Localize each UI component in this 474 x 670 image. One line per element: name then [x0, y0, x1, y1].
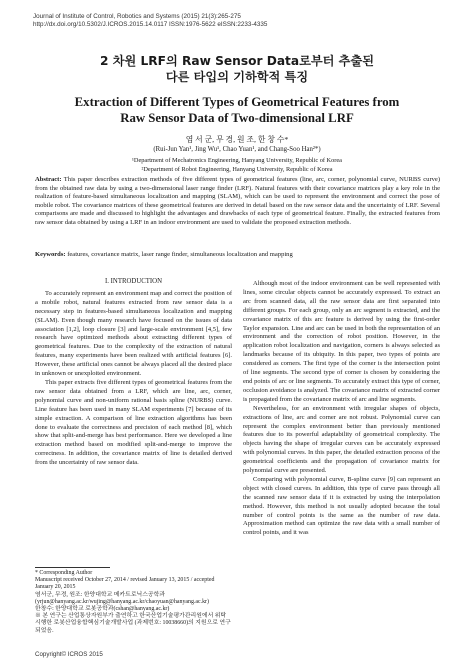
right-paragraph-2: Nevertheless, for an environment with irregular shapes of objects, extractions of line, arc and corner are not robust. Polynomial curve can represent the complex environment better than previously mentioned features due to its powerful adaptability of geometrical complexity. The objects having the shape of irregular curves can be accurately expressed with polynomial curves. In this paper, the detailed extraction process of the geometrical coefficients and the propagation of covariance matrix for polynomial curve are presented.: [243, 404, 440, 475]
korean-title-line-2: 다른 타입의 기하학적 특징: [165, 70, 309, 84]
affiliation-1: ¹Department of Mechatronics Engineering, Hanyang University, Republic of Korea: [132, 157, 342, 164]
journal-citation: Journal of Institute of Control, Robotics and Systems (2015) 21(3):265-275: [33, 13, 241, 20]
keywords-label: Keywords:: [35, 251, 66, 258]
journal-header: [33, 13, 267, 29]
abstract: [35, 176, 440, 227]
abstract-label: Abstract:: [35, 176, 62, 183]
abstract-text: This paper describes extraction methods of five different types of geometrical features (line, arc, corner, polynomial curve, NURBS curve) from the obtained raw data by using a two-dimensional laser range finder (LRF). Natural features with their covariance matrices play a key role in the realization of feature-based simultaneous localization and mapping (SLAM), which can be used to represent the environment and correct the pose of mobile robot. The covariance matrices of these geometrical features are derived in detail based on the raw sensor data and the uncertainty of LRF. Several comparisons are made and discussed to highlight the advantages and drawbacks of each type of geometrical feature. Finally, the extracted features from raw sensor data obtained by using a LRF in an indoor environment are used to validate the proposed extraction methods.: [35, 176, 440, 226]
footnote-rule: [35, 567, 110, 568]
section-heading-introduction: I. INTRODUCTION: [104, 278, 162, 285]
authors-korean: 염 서 군, 무 경, 원 조, 한 창 수*: [185, 135, 289, 144]
right-paragraph-3: Comparing with polynomial curve, B-spline curve [9] can represent an object with closed curves. In addition, this type of curve pass through all the scanned raw sensor data if it is extracted by using the interpolation method. However, this method is not usually adopted because the total number of control points is the same as the number of raw data. Approximation method can optimize the raw data with a small number of control points, and it was: [243, 475, 440, 537]
footnote-corresponding: * Corresponding Author: [35, 570, 93, 576]
footnote-manuscript-dates: Manuscript received October 27, 2014 / revised January 13, 2015 / accepted January 20, 2015: [35, 577, 215, 591]
keywords: [35, 251, 440, 260]
intro-paragraph-2: This paper extracts five different types of geometrical features from the raw sensor data obtained from a LRF, which are line, arc, corner, polynomial curve and non-uniform rational basis spline (NURBS) curve. Line feature has been used in many SLAM experiments [7] because of its simple extraction. A comparison of line extraction algorithms has been done to evaluate the correctness and precision of each method [8], which show that split-and-merge has best performance. Here we developed a line extraction method based on modified split-and-merge to improve the correctness. In addition, the covariance matrix of line is detailed derived from the uncertainty of raw sensor data.: [35, 378, 232, 467]
english-title-line-2: Raw Sensor Data of Two-dimensional LRF: [120, 111, 354, 125]
intro-paragraph-1: To accurately represent an environment map and correct the position of a mobile robot, natural features extracted from raw sensor data is a necessary step in features-based simultaneous localization and mapping (SLAM). Even though many research have focused on the issues of data association [1,2], loop closure [3] and large-scale environment [4,5], few research have optimized methods about extracting different types of geometrical features. Due to the complexity of the extraction of natural features, many experiments have been realized with artificial features [6]. However, these artificial ones cannot be always placed all the desired place in unknown or unexploited environment.: [35, 289, 232, 378]
english-title-line-1: Extraction of Different Types of Geometrical Features from: [74, 95, 400, 109]
right-column: [243, 280, 440, 644]
copyright: Copyright© ICROS 2015: [35, 651, 103, 658]
footnotes: [35, 570, 232, 635]
left-column: [35, 278, 232, 566]
doi-issn-line: http://dx.doi.org/10.5302/J.ICROS.2015.14.0117 ISSN:1976-5622 eISSN:2233-4335: [33, 21, 268, 28]
authors-english: (Rui-Jun Yan¹, Jing Wu¹, Chao Yuan¹, and Chang-Soo Han²*): [153, 146, 321, 153]
footnote-affiliation-ko-2: 한창수: 한양대학교 로봇공학과(cshan@hanyang.ac.kr): [35, 606, 170, 613]
right-paragraph-1: Although most of the indoor environment can be well represented with lines, some circular objects cannot be accurately expressed. To extract an arc from scanned data, all the raw sensor data are first separated into different groups. For each group, only an arc segment is extracted, and the covariance matrix of this arc feature is derived by using the first-order Taylor expansion. Line and arc can be used in both the representation of an environment and the correction of robot position. However, in the application robot localization and navigation, corners is always selected as landmarks because of its ubiquity. In this paper, two types of points are considered as corners. The first type of the corner is the intersection point of line segments. The second type of corner is chosen by considering the end points of arc or line segments. To accurately extract this type of corner, occlusion avoidance is analyzed. The covariance matrix of extracted corner is propagated from the covariance matrix of arc and line segments.: [243, 280, 440, 403]
affiliation-2: ²Department of Robot Engineering, Hanyang University, Republic of Korea: [141, 166, 333, 173]
korean-title-line-1: 2 차원 LRF의 Raw Sensor Data로부터 추출된: [100, 54, 374, 68]
keywords-text: features, covariance matrix, laser range finder, simultaneous localization and mapping: [67, 251, 293, 258]
footnote-emails: (yrjun@hanyang.ac.kr/wujing@hanyang.ac.kr/chaoyuan@hanyang.ac.kr): [35, 598, 209, 605]
footnote-funding: ※ 본 연구는 산업통상자원부가 출연하고 한국산업기술평가관리원에서 위탁 시행한 로봇산업융합핵심기술개발사업 (과제번호: 10038660)의 지원으로 연구되었음.: [35, 613, 231, 634]
footnote-affiliation-ko-1: 염서군, 무경, 원조: 한양대학교 메카트로닉스공학과: [35, 591, 165, 598]
